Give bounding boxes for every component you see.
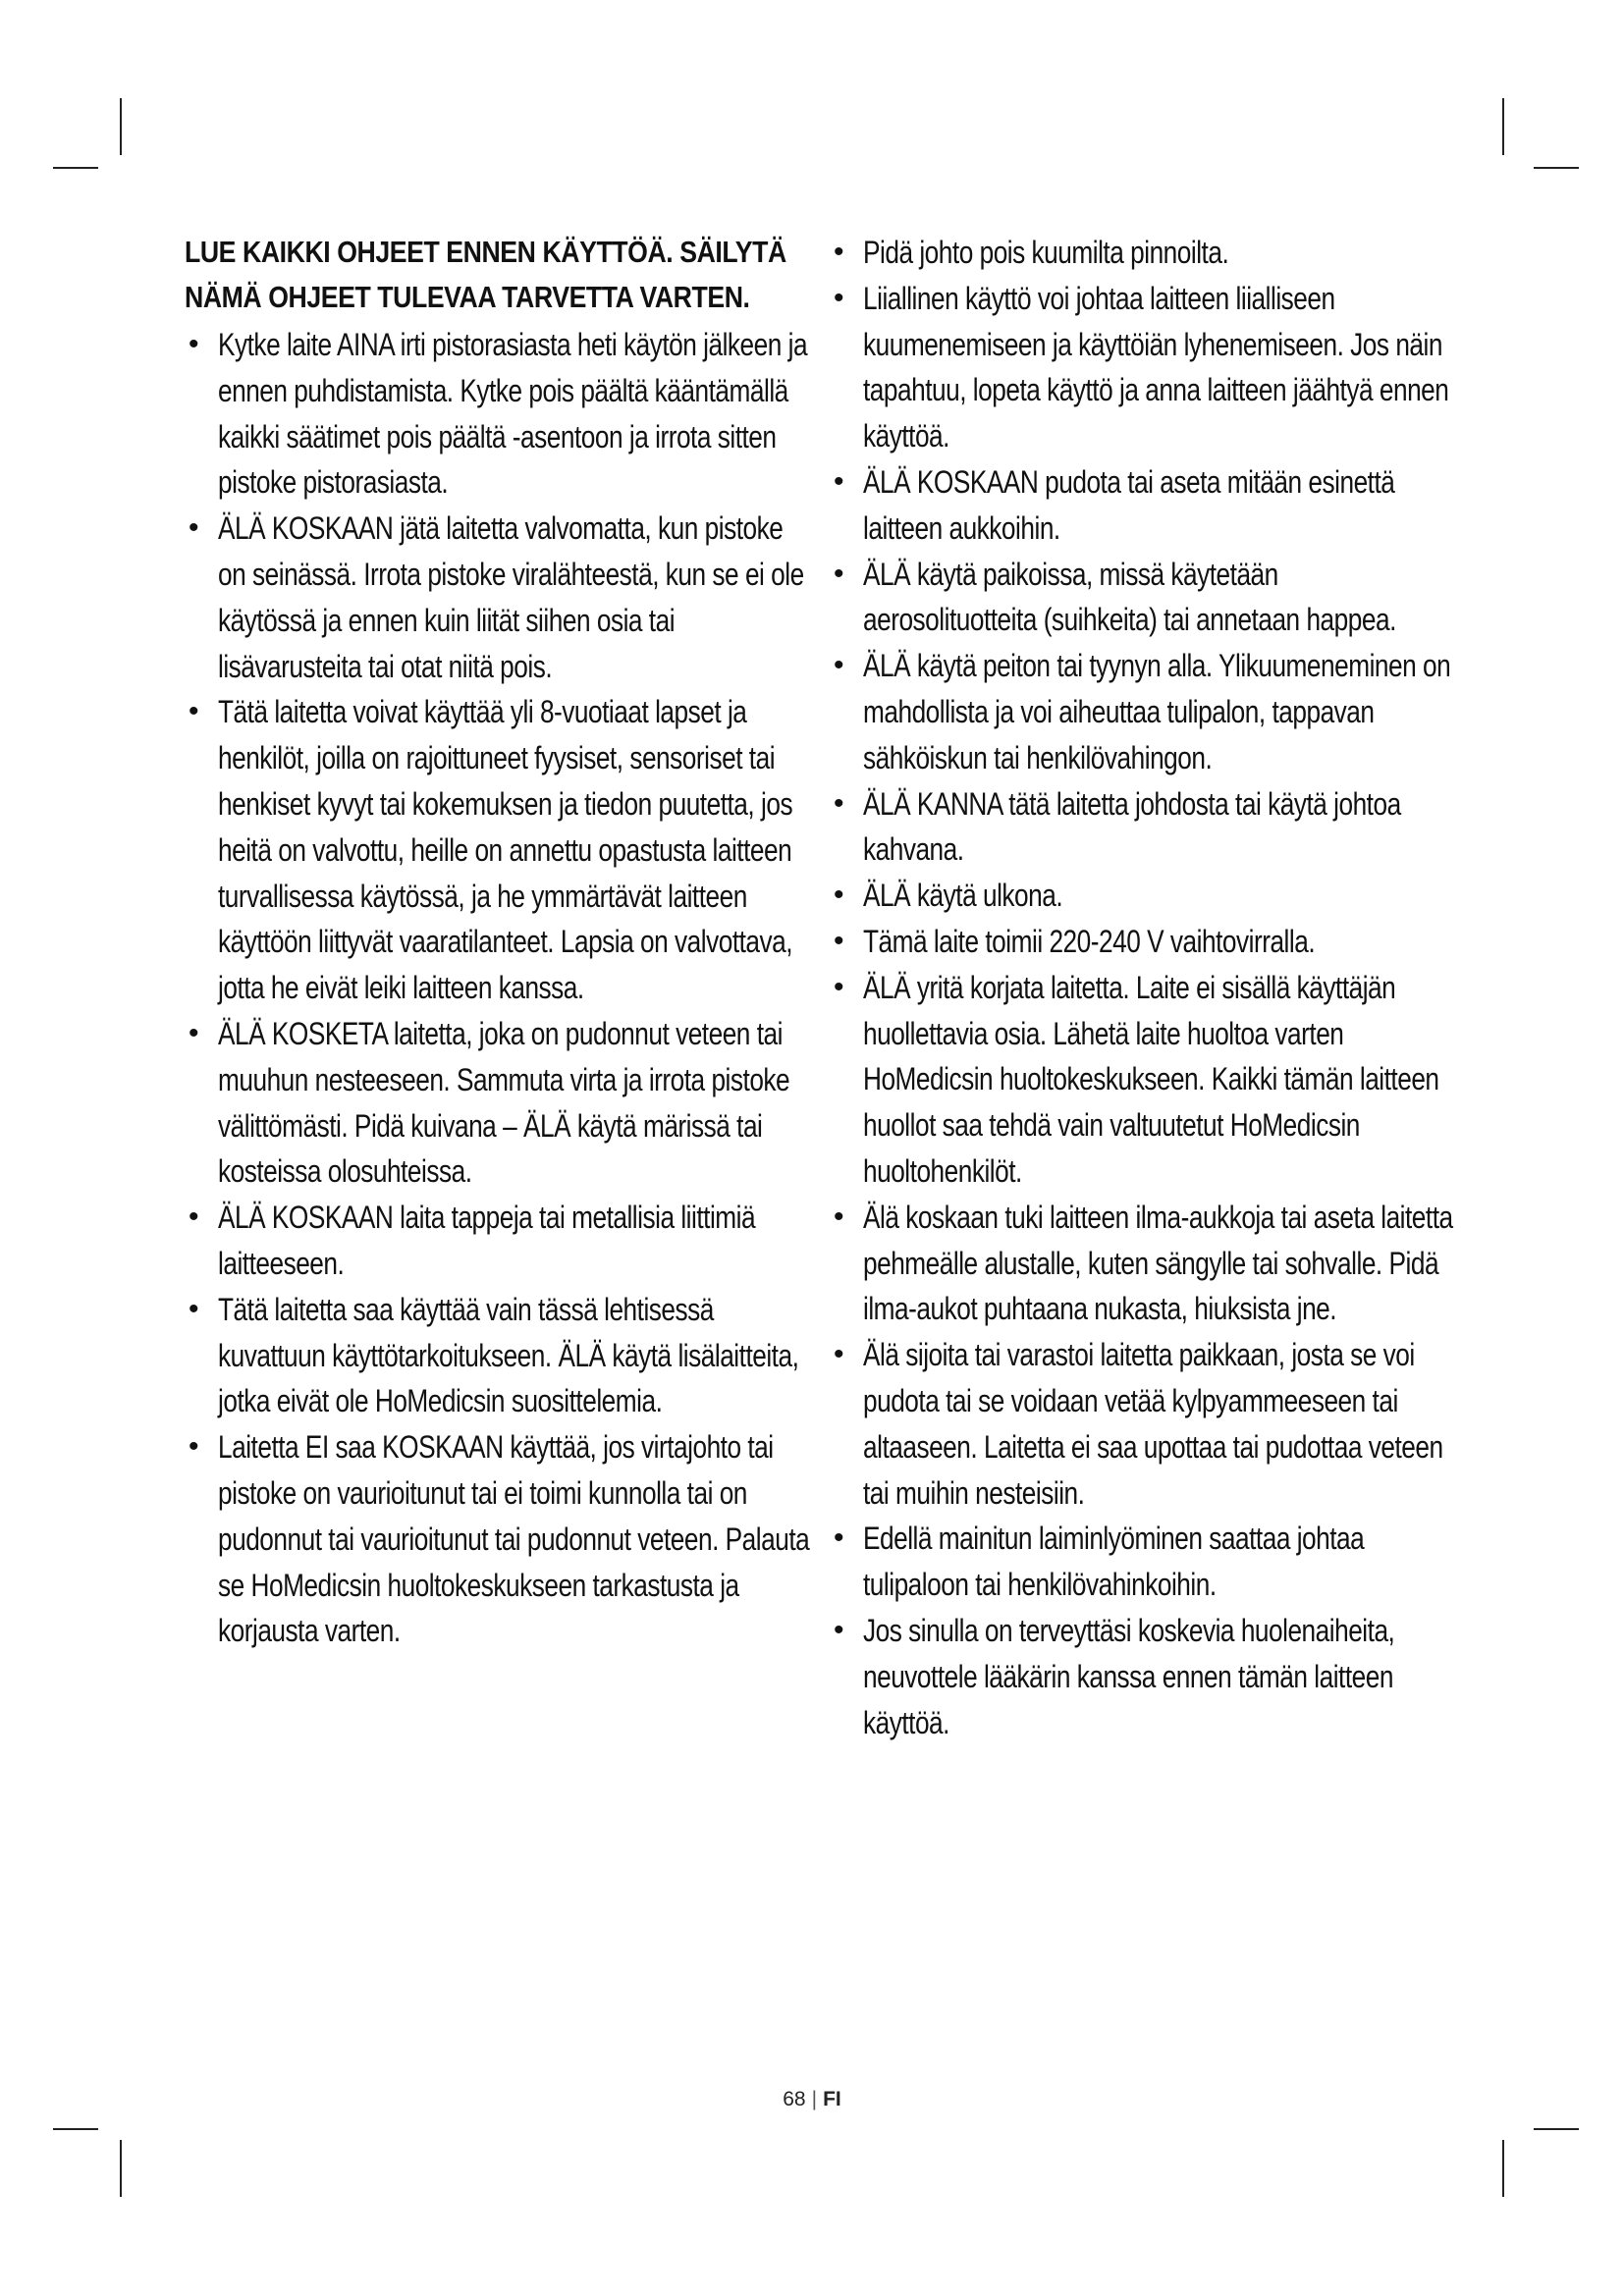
bullet-icon: • bbox=[834, 557, 843, 590]
bullet-icon: • bbox=[834, 236, 843, 268]
list-item-text: Älä koskaan tuki laitteen ilma-aukkoja tai aseta laitetta pehmeälle alustalle, kuten sängylle tai sohvalle. Pidä ilma-aukot puhtaana nukasta, hiuksista jne. bbox=[863, 1199, 1453, 1327]
list-item-text: Tätä laitetta voivat käyttää yli 8-vuotiaat lapset ja henkilöt, joilla on rajoittuneet fyysiset, sensoriset tai henkiset kyvyt tai kokemuksen ja tiedon puutetta, jos heitä on valvottu, heille on annettu opastusta laitteen turvallisessa käytössä, ja he ymmärtävät laitteen käyttöön liittyvät vaaratilanteet. Lapsia on valvottava, jotta he eivät leiki laitteen kanssa. bbox=[218, 694, 793, 1006]
crop-mark-bottom-right-vertical bbox=[1502, 2140, 1504, 2197]
bullet-icon: • bbox=[834, 786, 843, 820]
bullet-icon: • bbox=[834, 281, 843, 314]
page-number: 68 bbox=[783, 2088, 806, 2110]
list-item-text: Älä sijoita tai varastoi laitetta paikkaan, josta se voi pudota tai se voidaan vetää kylpyammeeseen tai altaaseen. Laitetta ei saa upottaa tai pudottaa veteen tai muihin nesteisiin. bbox=[863, 1337, 1443, 1511]
crop-mark-top-left-horizontal bbox=[53, 167, 98, 169]
list-item bbox=[185, 1287, 813, 1424]
bullet-icon: • bbox=[834, 1613, 843, 1646]
list-item bbox=[830, 459, 1458, 552]
list-item bbox=[830, 1516, 1458, 1608]
footer-separator: | bbox=[811, 2088, 818, 2110]
crop-mark-bottom-right-horizontal bbox=[1534, 2128, 1579, 2130]
list-item bbox=[830, 919, 1458, 965]
list-item bbox=[185, 322, 813, 506]
bullet-icon: • bbox=[189, 1430, 198, 1464]
left-safety-list bbox=[185, 322, 813, 1654]
page-footer bbox=[0, 2088, 1624, 2111]
list-item bbox=[830, 1332, 1458, 1516]
list-item-text: Tätä laitetta saa käyttää vain tässä lehtisessä kuvattuun käyttötarkoitukseen. ÄLÄ käytä lisälaitteita, jotka eivät ole HoMedicsin suosittelemia. bbox=[218, 1291, 799, 1419]
list-item bbox=[830, 276, 1458, 459]
list-item bbox=[185, 1195, 813, 1287]
list-item bbox=[185, 1424, 813, 1654]
list-item-text: Pidä johto pois kuumilta pinnoilta. bbox=[863, 235, 1229, 270]
right-safety-list bbox=[830, 230, 1458, 1745]
list-item-text: ÄLÄ KOSKETA laitetta, joka on pudonnut veteen tai muuhun nesteeseen. Sammuta virta ja irrota pistoke välittömästi. Pidä kuivana – ÄLÄ käytä märissä tai kosteissa olosuhteissa. bbox=[218, 1015, 790, 1190]
list-item-text: Kytke laite AINA irti pistorasiasta heti käytön jälkeen ja ennen puhdistamista. Kytke pois päältä kääntämällä kaikki säätimet pois päältä -asentoon ja irrota sitten pistoke pistorasiasta. bbox=[218, 327, 808, 501]
list-item bbox=[185, 689, 813, 1011]
language-code: FI bbox=[823, 2088, 841, 2110]
bullet-icon: • bbox=[834, 879, 843, 912]
list-item bbox=[830, 781, 1458, 874]
bullet-icon: • bbox=[834, 649, 843, 682]
list-item-text: Laitetta EI saa KOSKAAN käyttää, jos virtajohto tai pistoke on vaurioitunut tai ei toimi kunnolla tai on pudonnut tai vaurioitunut tai pudonnut veteen. Palauta se HoMedicsin huoltokeskukseen tarkastusta ja korjausta varten. bbox=[218, 1429, 810, 1649]
list-item bbox=[185, 506, 813, 689]
crop-mark-bottom-left-vertical bbox=[120, 2140, 122, 2197]
right-column bbox=[830, 230, 1458, 1745]
bullet-icon: • bbox=[834, 1338, 843, 1371]
bullet-icon: • bbox=[189, 328, 198, 360]
crop-mark-top-right-horizontal bbox=[1534, 167, 1579, 169]
list-item bbox=[830, 873, 1458, 919]
list-item bbox=[830, 965, 1458, 1195]
bullet-icon: • bbox=[834, 464, 843, 498]
left-column bbox=[185, 230, 813, 1654]
list-item-text: ÄLÄ käytä ulkona. bbox=[863, 878, 1063, 914]
list-item-text: ÄLÄ käytä peiton tai tyynyn alla. Ylikuumeneminen on mahdollista ja voi aiheuttaa tulipalon, tappavan sähköiskun tai henkilövahingon. bbox=[863, 648, 1451, 775]
list-item-text: ÄLÄ KOSKAAN jätä laitetta valvomatta, kun pistoke on seinässä. Irrota pistoke viralähteestä, kun se ei ole käytössä ja ennen kuin liität siihen osia tai lisävarusteita tai otat niitä pois. bbox=[218, 510, 804, 684]
list-item bbox=[830, 643, 1458, 780]
crop-mark-top-right-vertical bbox=[1502, 98, 1504, 155]
list-item-text: ÄLÄ yritä korjata laitetta. Laite ei sisällä käyttäjän huollettavia osia. Lähetä laite huoltoa varten HoMedicsin huoltokeskukseen. Kaikki tämän laitteen huollot saa tehdä vain valtuutetut HoMedicsin huoltohenkilöt. bbox=[863, 969, 1439, 1189]
bullet-icon: • bbox=[189, 1292, 198, 1325]
bullet-icon: • bbox=[834, 1200, 843, 1233]
bullet-icon: • bbox=[189, 1201, 198, 1234]
bullet-icon: • bbox=[189, 695, 198, 728]
list-item-text: ÄLÄ KOSKAAN laita tappeja tai metallisia liittimiä laitteeseen. bbox=[218, 1200, 756, 1281]
page-heading: LUE KAIKKI OHJEET ENNEN KÄYTTÖÄ. SÄILYTÄ NÄMÄ OHJEET TULEVAA TARVETTA VARTEN. bbox=[185, 235, 786, 314]
list-item bbox=[830, 230, 1458, 276]
list-item-text: ÄLÄ käytä paikoissa, missä käytetään aerosolituotteita (suihkeita) tai annetaan happea. bbox=[863, 556, 1396, 638]
list-item-text: Liiallinen käyttö voi johtaa laitteen liialliseen kuumenemiseen ja käyttöiän lyhenemiseen. Jos näin tapahtuu, lopeta käyttö ja anna laitteen jäähtyä ennen käyttöä. bbox=[863, 280, 1449, 454]
list-item-text: ÄLÄ KANNA tätä laitetta johdosta tai käytä johtoa kahvana. bbox=[863, 785, 1401, 868]
bullet-icon: • bbox=[189, 511, 198, 545]
bullet-icon: • bbox=[189, 1016, 198, 1049]
bullet-icon: • bbox=[834, 924, 843, 957]
list-item bbox=[830, 1195, 1458, 1332]
crop-mark-bottom-left-horizontal bbox=[53, 2128, 98, 2130]
list-item bbox=[830, 552, 1458, 644]
list-item-text: Jos sinulla on terveyttäsi koskevia huolenaiheita, neuvottele lääkärin kanssa ennen tämän laitteen käyttöä. bbox=[863, 1612, 1395, 1740]
bullet-icon: • bbox=[834, 1522, 843, 1555]
crop-mark-top-left-vertical bbox=[120, 98, 122, 155]
bullet-icon: • bbox=[834, 970, 843, 1003]
list-item-text: ÄLÄ KOSKAAN pudota tai aseta mitään esinettä laitteen aukkoihin. bbox=[863, 463, 1395, 546]
list-item-text: Tämä laite toimii 220-240 V vaihtovirralla. bbox=[863, 923, 1316, 959]
list-item-text: Edellä mainitun laiminlyöminen saattaa johtaa tulipaloon tai henkilövahinkoihin. bbox=[863, 1521, 1365, 1603]
list-item bbox=[830, 1608, 1458, 1745]
list-item bbox=[185, 1011, 813, 1195]
